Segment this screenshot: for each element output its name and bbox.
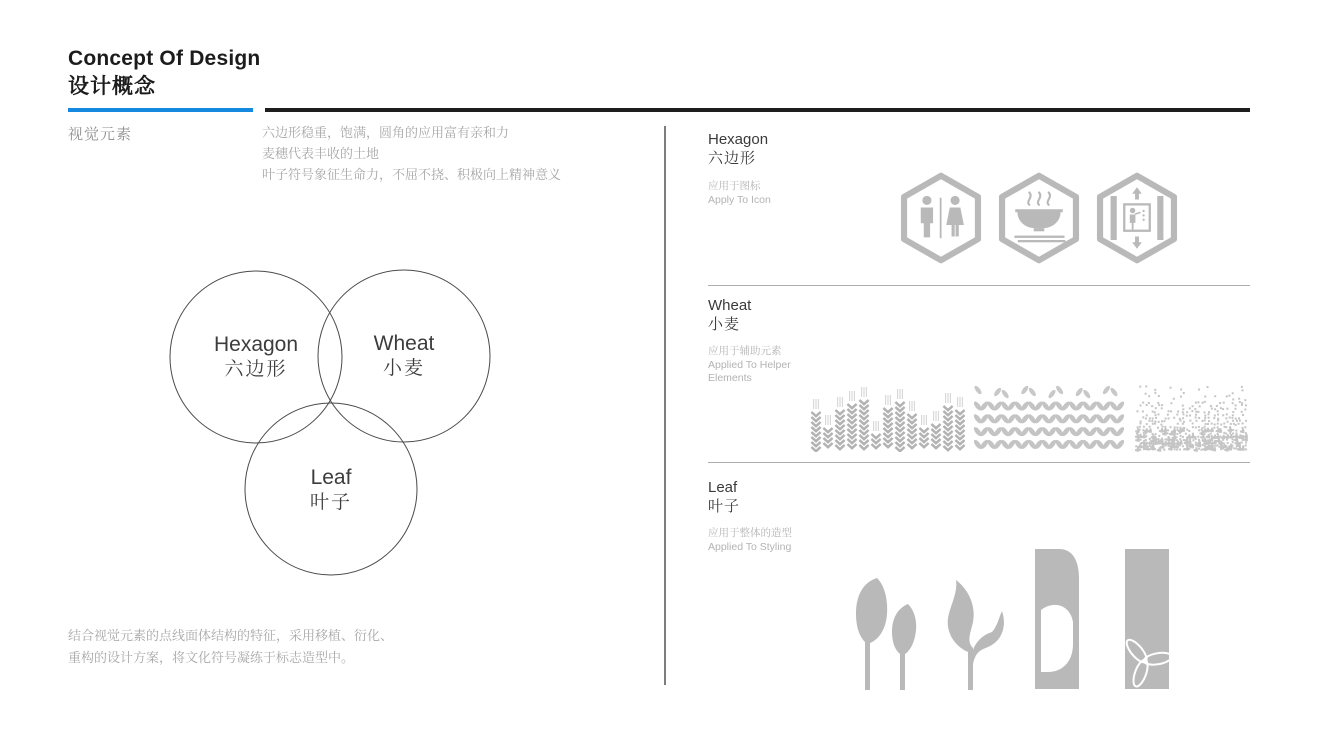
concept-summary bbox=[68, 625, 393, 669]
elevator-icon bbox=[1093, 172, 1181, 264]
usage-leaf: 应用于整体的造型 Applied To Styling bbox=[708, 527, 792, 553]
summary-line: 结合视觉元素的点线面体结构的特征，采用移植、衍化、 bbox=[68, 628, 394, 643]
bar-leaf-outline-shape bbox=[1125, 549, 1169, 689]
sprout-leaf-shape bbox=[856, 578, 922, 690]
description-line: 六边形稳重，饱满，圆角的应用富有亲和力 bbox=[262, 125, 510, 140]
concept-description bbox=[262, 122, 561, 185]
wheat-dissolve-pattern bbox=[1135, 385, 1248, 452]
accent-underline bbox=[68, 108, 253, 112]
section-separator bbox=[708, 462, 1250, 463]
visual-elements-label: 视觉元素 bbox=[68, 126, 133, 143]
summary-line: 重构的设计方案，将文化符号凝练于标志造型中。 bbox=[68, 650, 355, 665]
usage-wheat: 应用于辅助元素 Applied To Helper Elements bbox=[708, 345, 791, 384]
page-title-zh: 设计概念 bbox=[68, 75, 156, 98]
section-header-wheat: Wheat 小麦 bbox=[708, 297, 752, 333]
venn-label-leaf: Leaf 叶子 bbox=[309, 466, 352, 513]
page-title-en: Concept Of Design bbox=[68, 47, 261, 70]
section-header-hexagon: Hexagon 六边形 bbox=[708, 131, 769, 167]
usage-hexagon: 应用于图标 Apply To Icon bbox=[708, 180, 771, 206]
food-icon bbox=[995, 172, 1083, 264]
venn-circles bbox=[160, 262, 505, 582]
section-separator bbox=[708, 285, 1250, 286]
restroom-icon bbox=[897, 172, 985, 264]
venn-label-wheat: Wheat 小麦 bbox=[373, 332, 435, 379]
header-rule bbox=[265, 108, 1250, 112]
venn-label-hexagon: Hexagon 六边形 bbox=[213, 333, 299, 380]
description-line: 麦穗代表丰收的土地 bbox=[262, 146, 380, 161]
wheat-stalk-pattern bbox=[810, 385, 965, 452]
venn-diagram bbox=[160, 262, 505, 582]
curved-leaf-shape bbox=[944, 580, 1006, 690]
section-header-leaf: Leaf 叶子 bbox=[708, 479, 741, 515]
description-line: 叶子符号象征生命力，不屈不挠、积极向上精神意义 bbox=[262, 167, 562, 182]
wheat-grid-pattern bbox=[973, 385, 1125, 452]
vertical-divider bbox=[664, 126, 666, 685]
bar-leaf-cutout-shape bbox=[1035, 549, 1079, 689]
